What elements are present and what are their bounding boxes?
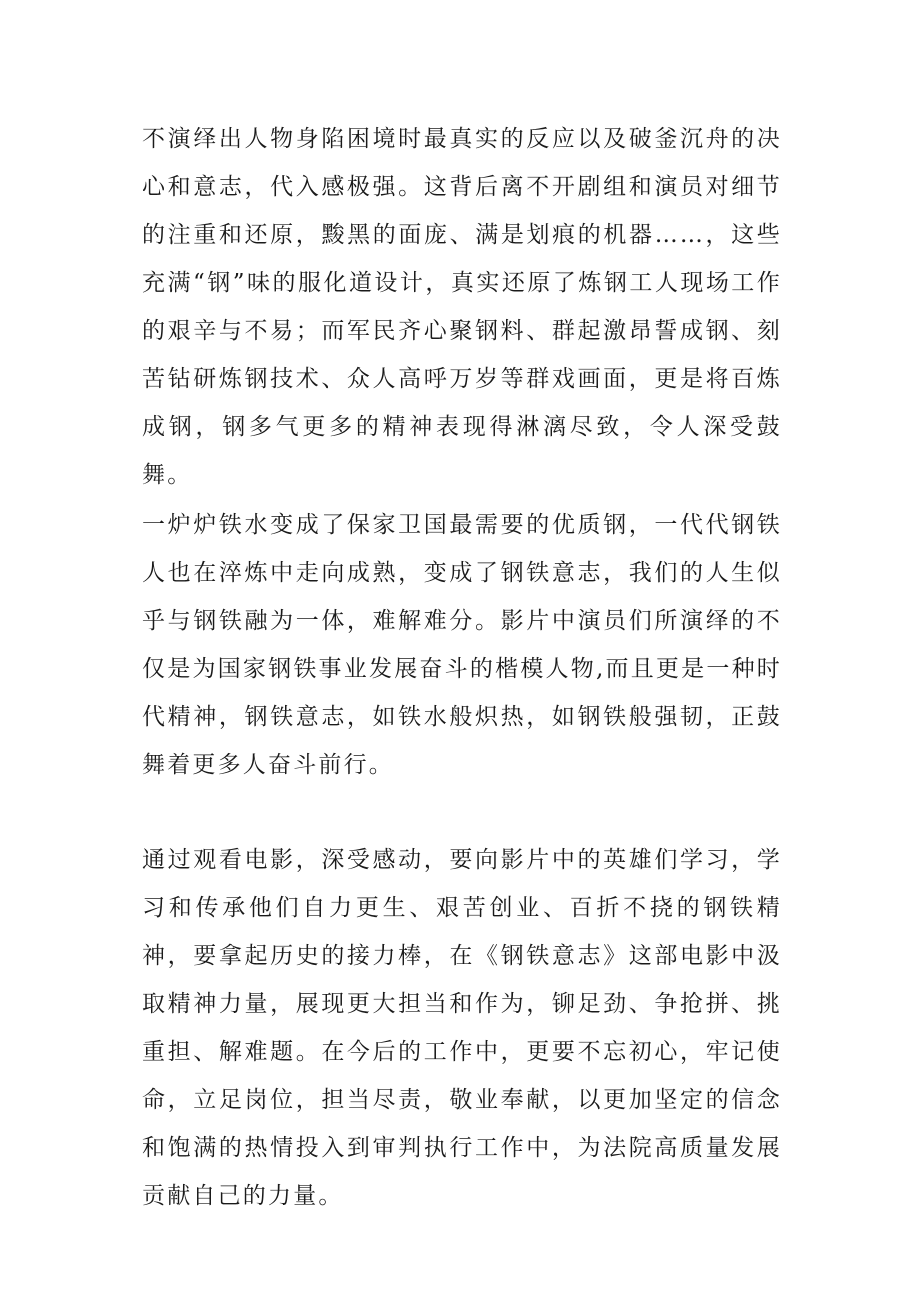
body-paragraph-3: 通过观看电影，深受感动，要向影片中的英雄们学习，学习和传承他们自力更生、艰苦创业、百折不挠的钢铁精神，要拿起历史的接力棒，在《钢铁意志》这部电影中汲取精神力量，展现更大担当和作为，铆足劲、争抢拼、挑重担、解难题。在今后的工作中，更要不忘初心，牢记使命，立足岗位，担当尽责，敬业奉献，以更加坚定的信念和饱满的热情投入到审判执行工作中，为法院高质量发展贡献自己的力量。 bbox=[142, 847, 782, 1209]
body-paragraph-2: 一炉炉铁水变成了保家卫国最需要的优质钢，一代代钢铁人也在淬炼中走向成熟，变成了钢铁意志，我们的人生似乎与钢铁融为一体，难解难分。影片中演员们所演绎的不仅是为国家钢铁事业发展奋斗的楷模人物,而且更是一种时代精神，钢铁意志，如铁水般炽热，如钢铁般强韧，正鼓舞着更多人奋斗前行。 bbox=[142, 512, 782, 778]
body-paragraph-1: 不演绎出人物身陷困境时最真实的反应以及破釜沉舟的决心和意志，代入感极强。这背后离不开剧组和演员对细节的注重和还原，黢黑的面庞、满是划痕的机器……，这些充满“钢”味的服化道设计，真实还原了炼钢工人现场工作的艰辛与不易；而军民齐心聚钢料、群起激昂誓成钢、刻苦钻研炼钢技术、众人高呼万岁等群戏画面，更是将百炼成钢，钢多气更多的精神表现得淋漓尽致，令人深受鼓舞。 bbox=[142, 126, 782, 488]
